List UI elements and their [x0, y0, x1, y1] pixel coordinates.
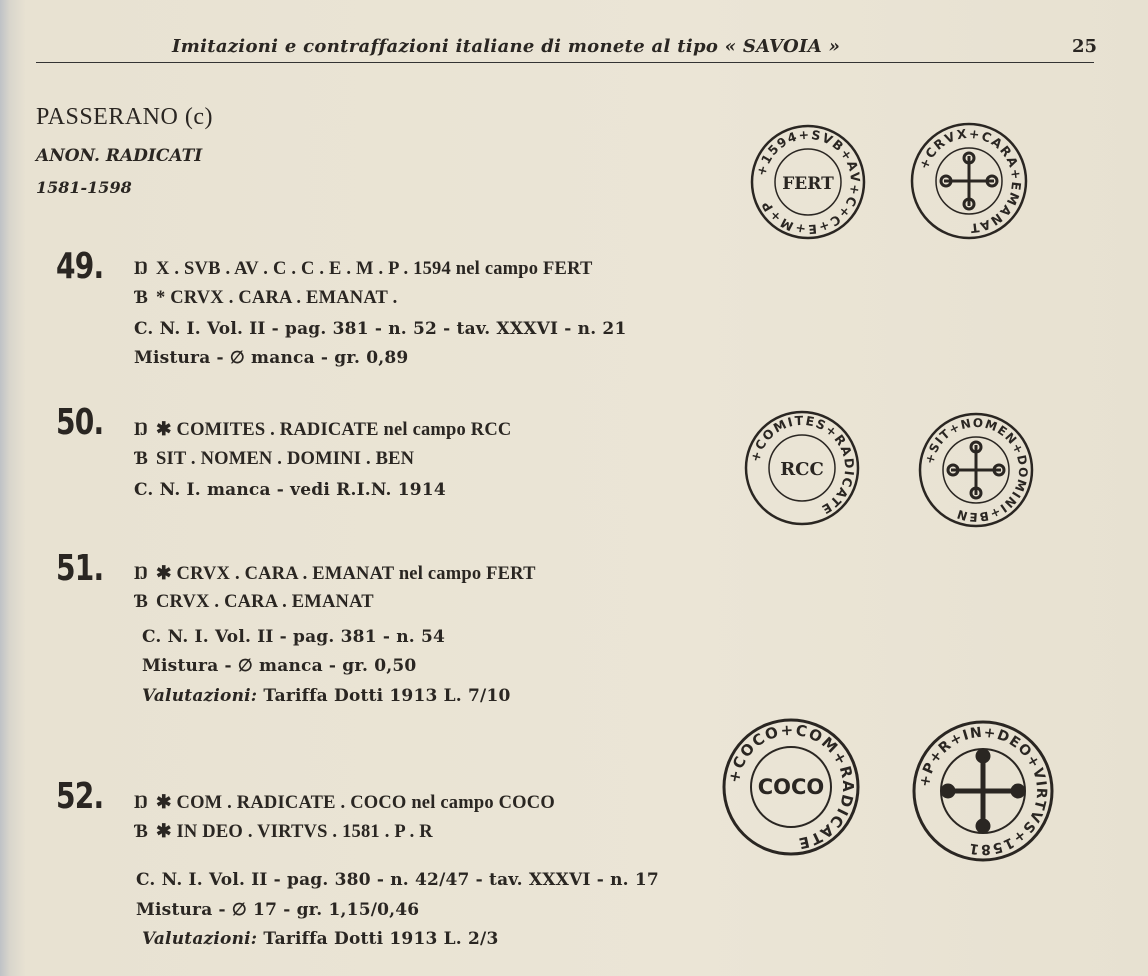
obverse-text: ✱ COMITES . RADICATE nel campo RCC [156, 420, 512, 440]
obverse-symbol: Ŋ [134, 259, 149, 279]
coin-49-obverse-image [750, 124, 866, 240]
material-line: Mistura - ∅ manca - gr. 0,89 [134, 348, 409, 368]
material-line: Mistura - ∅ 17 - gr. 1,15/0,46 [136, 900, 420, 920]
reverse-text: ✱ IN DEO . VIRTVS . 1581 . P . R [156, 822, 433, 842]
obverse-symbol: Ŋ [134, 564, 149, 584]
coin-field-text: RCC [780, 459, 824, 480]
coin-legend: +SIT+NOMEN+DOMINI+BEN [922, 415, 1031, 525]
obverse-line [134, 792, 555, 814]
coin-field-text: FERT [782, 174, 834, 194]
cross-icon [941, 153, 997, 209]
material-line: Mistura - ∅ manca - gr. 0,50 [142, 656, 417, 676]
reference-line: C. N. I. manca - vedi R.I.N. 1914 [134, 480, 446, 500]
running-title: Imitazioni e contraffazioni italiane di monete al tipo « SAVOIA » [172, 36, 841, 57]
obverse-symbol: Ŋ [134, 793, 149, 813]
running-head [0, 34, 1148, 64]
obverse-line [134, 259, 593, 280]
coin-legend: +1594+SVB+AV+C+C+E+M+P [753, 126, 864, 238]
coin-52-reverse-image [912, 720, 1054, 862]
obverse-text: ✱ COM . RADICATE . COCO nel campo COCO [156, 793, 555, 813]
page-number: 25 [1072, 36, 1098, 57]
reverse-line [134, 592, 374, 613]
coin-49-reverse-image [910, 122, 1028, 240]
reverse-symbol: Ɓ [134, 592, 149, 612]
obverse-text: X . SVB . AV . C . C . E . M . P . 1594 nel campo FERT [156, 259, 593, 279]
reverse-text: * CRVX . CARA . EMANAT . [156, 288, 398, 308]
entry-number: 49. [56, 246, 104, 287]
entry-number: 51. [56, 548, 104, 589]
reference-line: C. N. I. Vol. II - pag. 380 - n. 42/47 - tav. XXXVI - n. 17 [136, 870, 659, 890]
coin-legend: +COMITES+RADICATE [747, 412, 858, 518]
reverse-line [134, 821, 433, 843]
entry-number: 52. [56, 776, 104, 817]
reverse-line [134, 449, 414, 470]
valuation-text: Tariffa Dotti 1913 L. 7/10 [263, 686, 511, 706]
reference-line: C. N. I. Vol. II - pag. 381 - n. 52 - tav. XXXVI - n. 21 [134, 319, 627, 339]
obverse-text: ✱ CRVX . CARA . EMANAT nel campo FERT [156, 564, 536, 584]
coin-52-obverse-image [722, 718, 860, 856]
valuation-line [142, 929, 498, 949]
entry-number: 50. [56, 402, 104, 443]
coin-legend: +CRVX+CARA+EMANAT [915, 125, 1025, 237]
reverse-symbol: Ɓ [134, 288, 149, 308]
obverse-line [134, 563, 536, 585]
coin-50-reverse-image [918, 412, 1034, 528]
reference-line: C. N. I. Vol. II - pag. 381 - n. 54 [142, 627, 446, 647]
reverse-text: SIT . NOMEN . DOMINI . BEN [156, 449, 415, 469]
cross-icon [948, 442, 1004, 498]
obverse-symbol: Ŋ [134, 420, 149, 440]
valuation-line [142, 686, 511, 706]
section-years: 1581-1598 [36, 178, 132, 197]
valuation-label: Valutazioni: [142, 686, 258, 706]
reverse-line [134, 288, 397, 309]
coin-50-obverse-image [744, 410, 860, 526]
valuation-text: Tariffa Dotti 1913 L. 2/3 [263, 929, 499, 949]
reverse-symbol: Ɓ [134, 822, 149, 842]
valuation-label: Valutazioni: [142, 929, 258, 949]
coin-legend: +P+R+IN+DEO+VIRTVS+1581 [916, 724, 1050, 858]
header-rule [36, 62, 1094, 63]
coin-legend: +COCO+COM+RADICATE [724, 720, 858, 853]
reverse-symbol: Ɓ [134, 449, 149, 469]
obverse-line [134, 419, 512, 441]
cross-icon [943, 751, 1023, 831]
reverse-text: CRVX . CARA . EMANAT [156, 592, 374, 612]
section-title: PASSERANO (c) [36, 104, 213, 130]
coin-field-text: COCO [757, 775, 825, 799]
section-subtitle: ANON. RADICATI [36, 146, 203, 166]
